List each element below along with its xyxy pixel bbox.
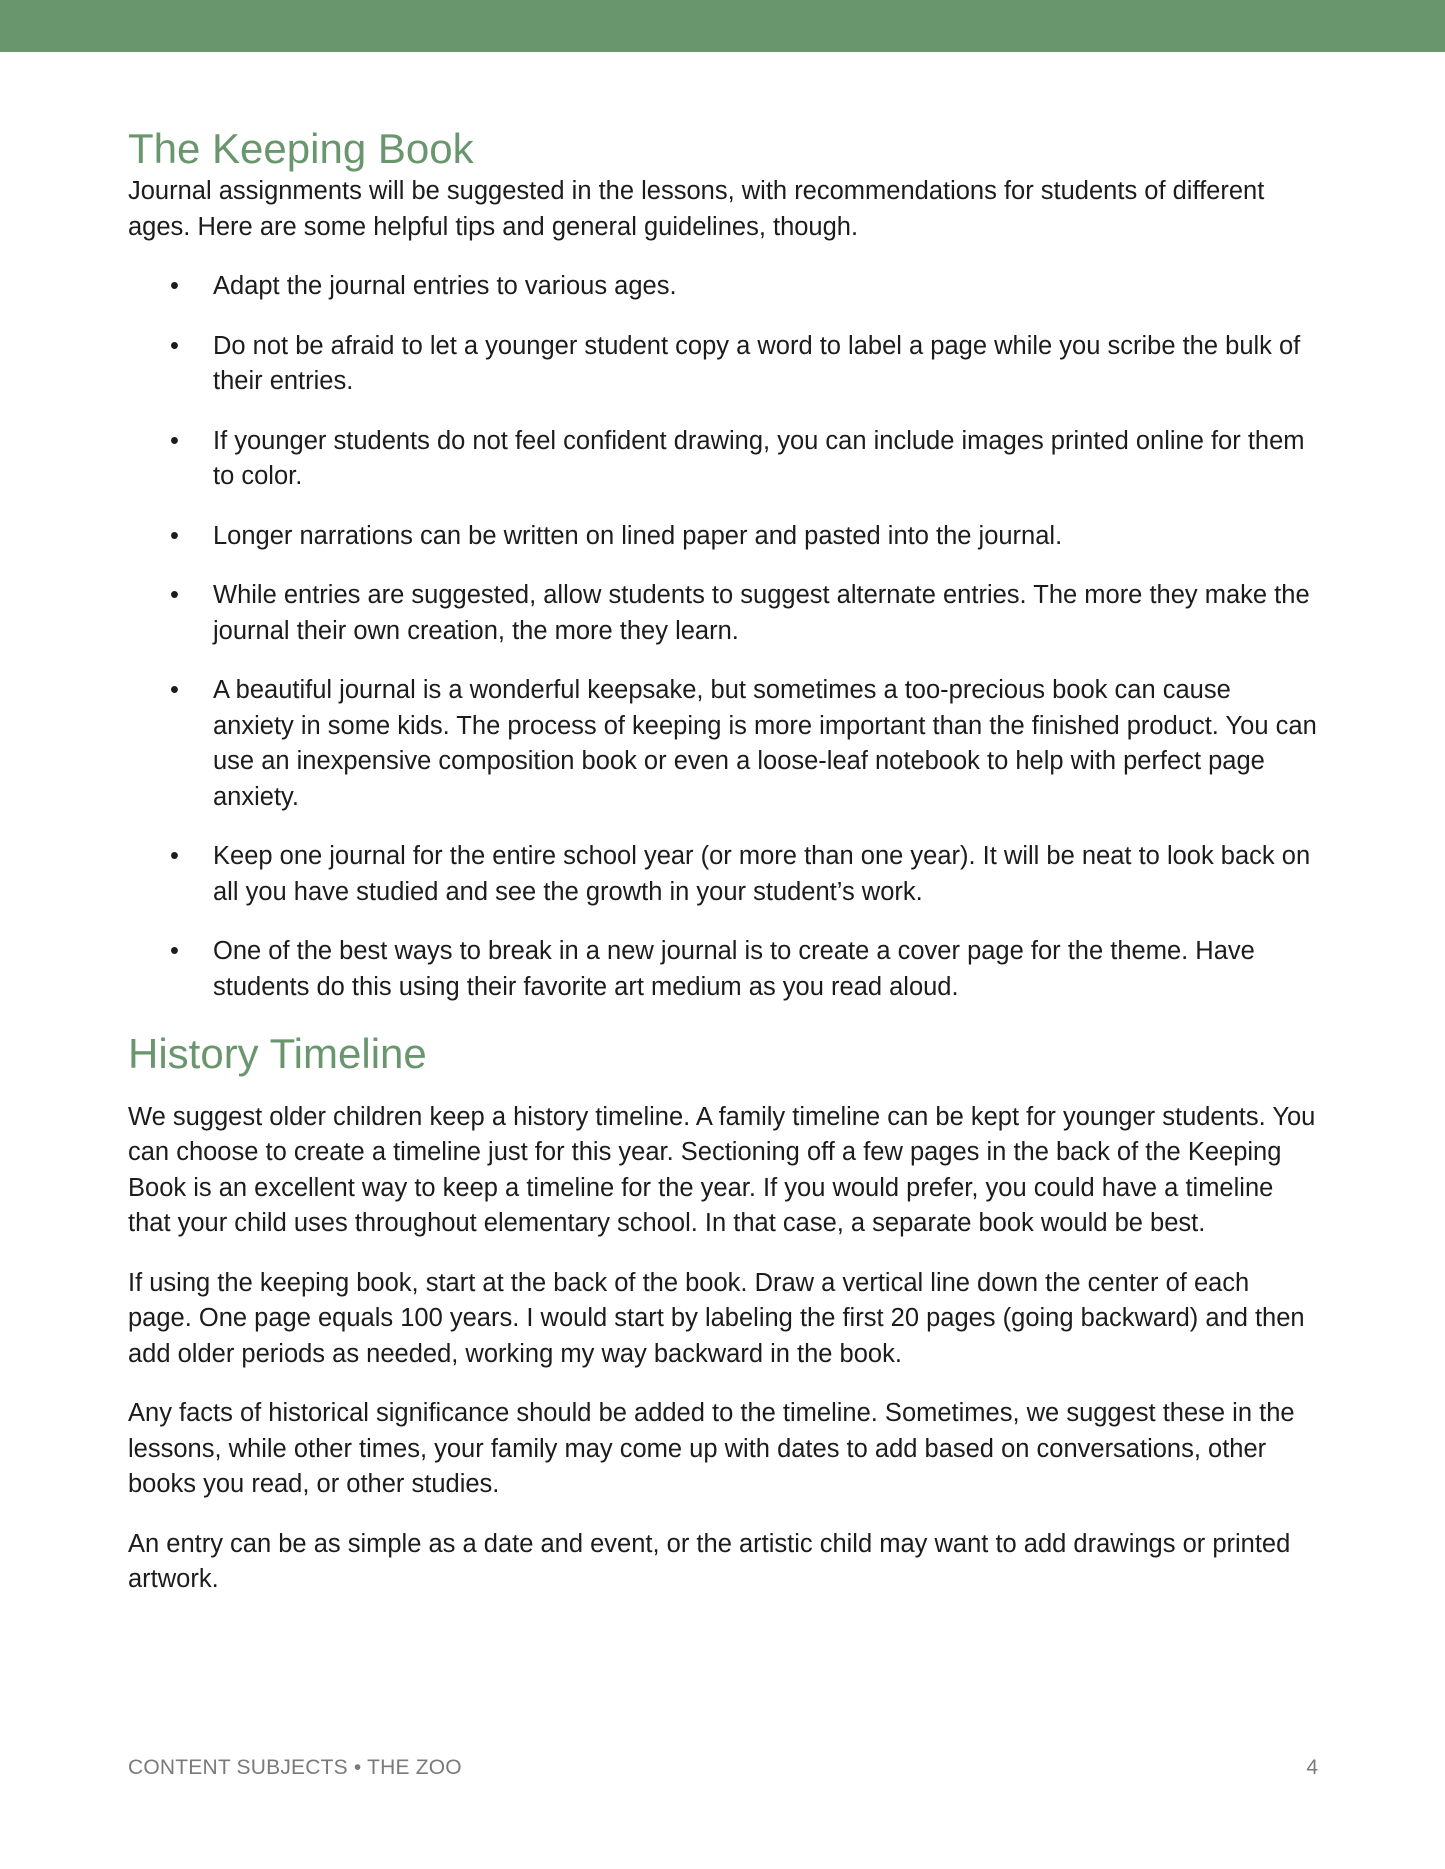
page-number: 4 — [1306, 1756, 1318, 1779]
list-item — [128, 839, 1318, 910]
list-item — [128, 934, 1318, 1005]
list-item — [128, 329, 1318, 400]
history-timeline-heading: History Timeline — [128, 1030, 427, 1078]
bullet-icon: • — [170, 581, 179, 610]
header-accent-bar — [0, 0, 1445, 52]
timeline-paragraph: If using the keeping book, start at the back of the book. Draw a vertical line down the center of each page. One page equals 100 years. I would start by labeling the first 20 pages (going backward) and then add older periods as needed, working my way backward in the book. — [128, 1268, 1305, 1368]
bullet-icon: • — [170, 937, 179, 966]
bullet-icon: • — [170, 331, 179, 360]
keeping-book-tips-list — [128, 269, 1318, 1005]
bullet-icon: • — [170, 521, 179, 550]
tip-text: If younger students do not feel confident drawing, you can include images printed online for them to color. — [213, 426, 1305, 491]
list-item — [128, 578, 1318, 649]
tip-text: Adapt the journal entries to various ages. — [213, 272, 677, 301]
timeline-paragraph: We suggest older children keep a history timeline. A family timeline can be kept for younger students. You can choose to create a timeline just for this year. Sectioning off a few pages in the back of the Keeping Book is an excellent way to keep a timeline for the year. If you would prefer, you could have a timeline that your child uses throughout elementary school. In that case, a separate book would be best. — [128, 1102, 1316, 1238]
keeping-book-heading: The Keeping Book — [128, 125, 474, 172]
footer-section-label: CONTENT SUBJECTS • THE ZOO — [128, 1756, 462, 1779]
bullet-icon: • — [170, 842, 179, 871]
history-timeline-body — [128, 1100, 1318, 1598]
tip-text: One of the best ways to break in a new journal is to create a cover page for the theme. Have students do this using their favorite art medium as you read aloud. — [213, 937, 1255, 1001]
bullet-icon: • — [170, 426, 179, 455]
keeping-book-intro: Journal assignments will be suggested in the lessons, with recommendations for students of different ages. Here are some helpful tips and general guidelines, though. — [128, 177, 1265, 241]
tip-text: Do not be afraid to let a younger student copy a word to label a page while you scribe the bulk of their entries. — [213, 331, 1301, 396]
bullet-icon: • — [170, 676, 179, 705]
bullet-icon: • — [170, 272, 179, 301]
tip-text: Longer narrations can be written on lined paper and pasted into the journal. — [213, 521, 1063, 550]
list-item — [128, 424, 1318, 495]
timeline-paragraph: Any facts of historical significance should be added to the timeline. Sometimes, we suggest these in the lessons, while other times, your family may come up with dates to add based on conversations, other books you read, or other studies. — [128, 1399, 1295, 1499]
tip-text: A beautiful journal is a wonderful keepsake, but sometimes a too-precious book can cause anxiety in some kids. The process of keeping is more important than the finished product. You can use an inexpensive composition book or even a loose-leaf notebook to help with perfect page anxiety. — [213, 676, 1317, 811]
list-item — [128, 269, 1318, 305]
timeline-paragraph: An entry can be as simple as a date and event, or the artistic child may want to add drawings or printed artwork. — [128, 1529, 1291, 1594]
tip-text: While entries are suggested, allow students to suggest alternate entries. The more they make the journal their own creation, the more they learn. — [213, 581, 1310, 645]
list-item — [128, 519, 1318, 555]
list-item — [128, 673, 1318, 815]
tip-text: Keep one journal for the entire school year (or more than one year). It will be neat to look back on all you have studied and see the growth in your student’s work. — [213, 842, 1311, 906]
page-content — [128, 124, 1318, 1598]
